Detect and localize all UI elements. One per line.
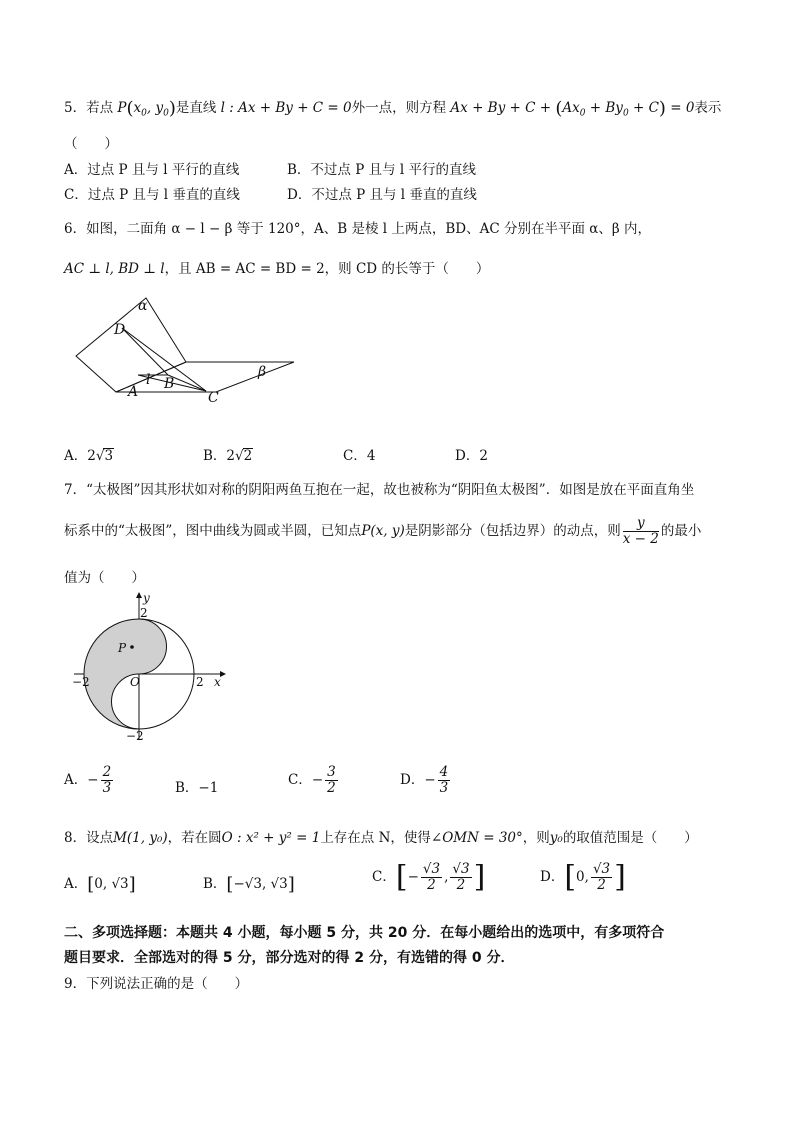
q7-option-a: A．− $\frac{2}{3}$: [64, 764, 112, 796]
label-p: P: [118, 641, 127, 655]
q5-paren: （ ）: [64, 136, 118, 152]
label-o: O: [130, 675, 140, 689]
q7-line1: 7．“太极图”因其形状如对称的阴阳两鱼互抱在一起，故也被称为“阴阳鱼太极图”．如图是放在平面直角坐: [64, 482, 695, 498]
q5-stem: 5．若点 $P(x_0$, $y_0$)是直线 l : Ax + By + C = 0外一点，则方程 $Ax + By + C + (Ax_0 + By_0 + C) = 0$表示: [64, 98, 722, 119]
q7-line3: 值为（ ）: [64, 570, 145, 586]
q7-option-b: B．−1: [175, 780, 219, 796]
q8-stem: 8．设点M(1, y₀)，若在圆O : x² + y² = 1上存在点 N，使得∠OMN = 30°，则y₀的取值范围是（ ）: [64, 830, 698, 846]
q8-option-a: A．[0, √3]: [64, 874, 136, 895]
segment-bd: [122, 328, 168, 375]
q6-option-c: C．4: [343, 448, 376, 464]
q6-line1: 6．如图，二面角 α − l − β 等于 120°，A、B 是棱 l 上两点，BD、AC 分别在半平面 α、β 内，: [64, 221, 651, 237]
label-x: x: [214, 675, 221, 689]
q6-line2: AC ⊥ l, BD ⊥ l，且 AB = AC = BD = 2，则 CD 的长等于（ ）: [64, 261, 490, 277]
x-axis-arrow: [220, 671, 226, 677]
point-p: $P(x_0$, $y_0$): [117, 98, 176, 119]
point-p-dot: [130, 645, 134, 649]
tick-x-2: 2: [196, 675, 204, 689]
q5-option-b: B．不过点 P 且与 l 平行的直线: [287, 162, 476, 178]
half-plane-beta: [116, 362, 294, 392]
label-y: y: [143, 591, 150, 605]
section2-heading-line2: 题目要求．全部选对的得 5 分，部分选对的得 2 分，有选错的得 0 分．: [64, 950, 515, 966]
q6-option-a: A．2√3: [64, 448, 114, 464]
q9-stem: 9．下列说法正确的是（ ）: [64, 976, 249, 992]
label-d: D: [114, 322, 126, 338]
q5-option-d: D．不过点 P 且与 l 垂直的直线: [287, 187, 477, 203]
line-l-equation: l : Ax + By + C = 0: [220, 100, 352, 116]
label-l: l: [146, 372, 151, 388]
q7-line2: 标系中的“太极图”，图中曲线为圆或半圆，已知点P(x, y)是阴影部分（包括边界）的动点，则 $\frac{y}{x - 2}$ 的最小: [64, 515, 702, 547]
label-beta: β: [258, 364, 267, 380]
label-c: C: [208, 390, 219, 406]
q8-option-b: B．[−√3, √3]: [203, 874, 295, 895]
label-alpha: α: [138, 298, 148, 314]
q8-option-c: C．[− $\frac{√3}{2}$ , $\frac{√3}{2}$ ]: [372, 859, 486, 895]
q6-option-d: D．2: [455, 448, 488, 464]
q5-option-c: C．过点 P 且与 l 垂直的直线: [64, 187, 240, 203]
dihedral-angle-figure: [64, 290, 304, 420]
q7-option-c: C．− $\frac{3}{2}$: [288, 764, 336, 796]
section2-heading-line1: 二、多项选择题：本题共 4 小题，每小题 5 分，共 20 分．在每小题给出的选项中，有多项符合: [64, 925, 665, 941]
fraction-y-over-x-minus-2: $\frac{y}{x - 2}$: [622, 515, 659, 547]
q6-option-b: B．2√2: [203, 448, 253, 464]
q8-option-d: D．[0, $\frac{√3}{2}$ ]: [540, 859, 626, 895]
label-a: A: [128, 384, 139, 400]
label-b: B: [164, 376, 175, 392]
tick-y-neg2: −2: [126, 729, 144, 743]
taiji-figure: [70, 590, 230, 745]
q5-option-a: A．过点 P 且与 l 平行的直线: [64, 162, 240, 178]
y-axis-arrow: [136, 592, 142, 598]
q5-equation: $Ax + By + C + (Ax_0 + By_0 + C) = 0$: [450, 98, 695, 119]
tick-y-2: 2: [140, 606, 148, 620]
q7-option-d: D．− $\frac{4}{3}$: [400, 764, 449, 796]
tick-x-neg2: −2: [72, 675, 90, 689]
